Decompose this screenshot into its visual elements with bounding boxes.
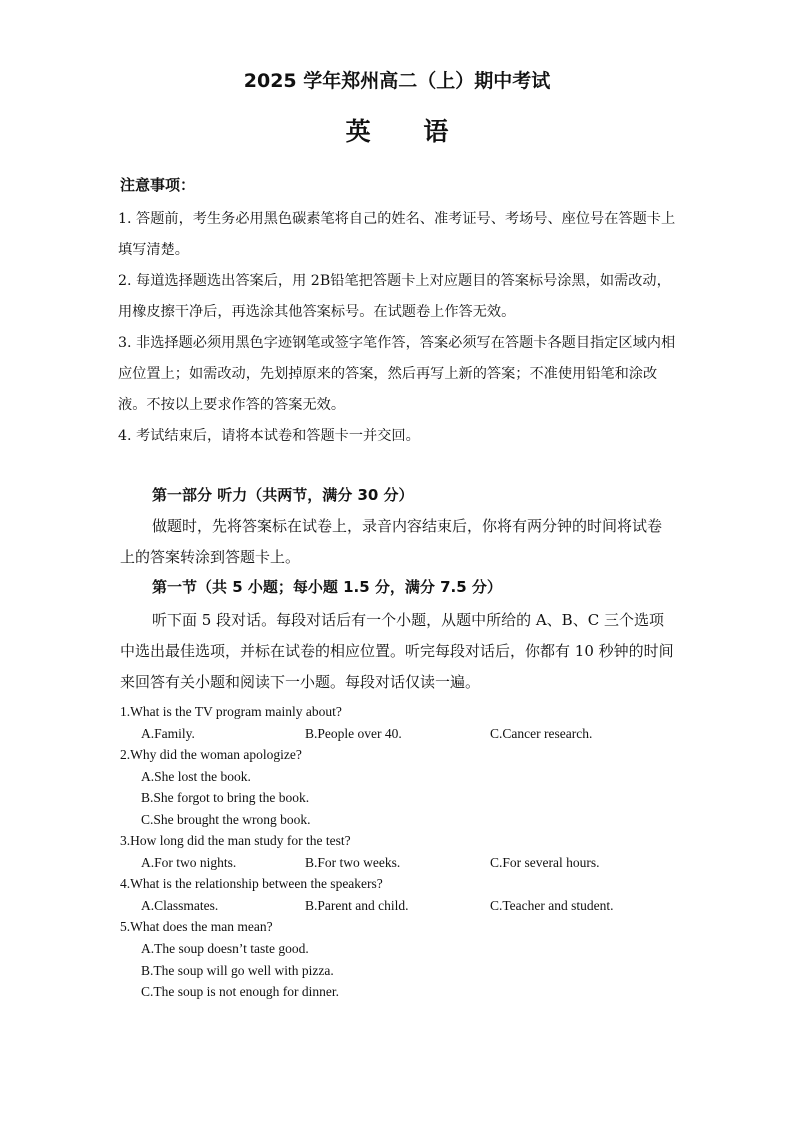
exam-title: 2025 学年郑州高二（上）期中考试 <box>243 70 551 92</box>
part1-heading: 第一部分 听力（共两节，满分 30 分） <box>152 486 414 504</box>
notice-item-2: 2. 每道选择题选出答案后，用 2B铅笔把答题卡上对应题目的答案标号涂黑，如需改动，用橡皮擦干净后，再选涂其他答案标号。在试题卷上作答无效。 <box>118 273 671 320</box>
notice-item-4: 4. 考试结束后，请将本试卷和答题卡一并交回。 <box>118 428 420 444</box>
q1-option-a: A.Family. <box>141 726 195 741</box>
q2-option-b: B.She forgot to bring the book. <box>141 790 310 805</box>
q3-option-b: B.For two weeks. <box>305 855 401 870</box>
q5-option-b: B.The soup will go well with pizza. <box>141 963 334 978</box>
q4-option-c: C.Teacher and student. <box>490 898 614 913</box>
notice-list <box>118 204 678 452</box>
question-3: 3.How long did the man study for the test? <box>120 833 351 848</box>
q4-option-b: B.Parent and child. <box>305 898 409 913</box>
question-5: 5.What does the man mean? <box>120 919 273 934</box>
q1-option-b: B.People over 40. <box>305 726 402 741</box>
question-2: 2.Why did the woman apologize? <box>120 747 302 762</box>
q4-option-a: A.Classmates. <box>141 898 219 913</box>
q5-option-a: A.The soup doesn’t taste good. <box>141 941 309 956</box>
q2-option-a: A.She lost the book. <box>141 769 251 784</box>
notice-item-1: 1. 答题前，考生务必用黑色碳素笔将自己的姓名、准考证号、考场号、座位号在答题卡上填写清楚。 <box>118 211 676 258</box>
q3-option-c: C.For several hours. <box>490 855 600 870</box>
part1-intro: 做题时，先将答案标在试卷上，录音内容结束后，你将有两分钟的时间将试卷上的答案转涂到答题卡上。 <box>120 517 663 566</box>
notice-heading: 注意事项： <box>120 176 196 194</box>
section1-heading: 第一节（共 5 小题；每小题 1.5 分，满分 7.5 分） <box>152 578 502 596</box>
section1-instructions: 听下面 5 段对话。每段对话后有一个小题，从题中所给的 A、B、C 三个选项中选出最佳选项，并标在试卷的相应位置。听完每段对话后，你都有 10 秒钟的时间来回答有关小题和阅读下一小题。每段对话仅读一遍。 <box>120 611 674 691</box>
question-4: 4.What is the relationship between the speakers? <box>120 876 383 891</box>
q5-option-c: C.The soup is not enough for dinner. <box>141 984 339 999</box>
q2-option-c: C.She brought the wrong book. <box>141 812 311 827</box>
q3-option-a: A.For two nights. <box>141 855 237 870</box>
q1-option-c: C.Cancer research. <box>490 726 593 741</box>
notice-item-3: 3. 非选择题必须用黑色字迹钢笔或签字笔作答，答案必须写在答题卡各题目指定区域内相应位置上；如需改动，先划掉原来的答案，然后再写上新的答案；不准使用铅笔和涂改液。不按以上要求作答的答案无效。 <box>118 335 676 413</box>
question-1: 1.What is the TV program mainly about? <box>120 704 342 719</box>
subject-title: 英 语 <box>345 117 471 146</box>
